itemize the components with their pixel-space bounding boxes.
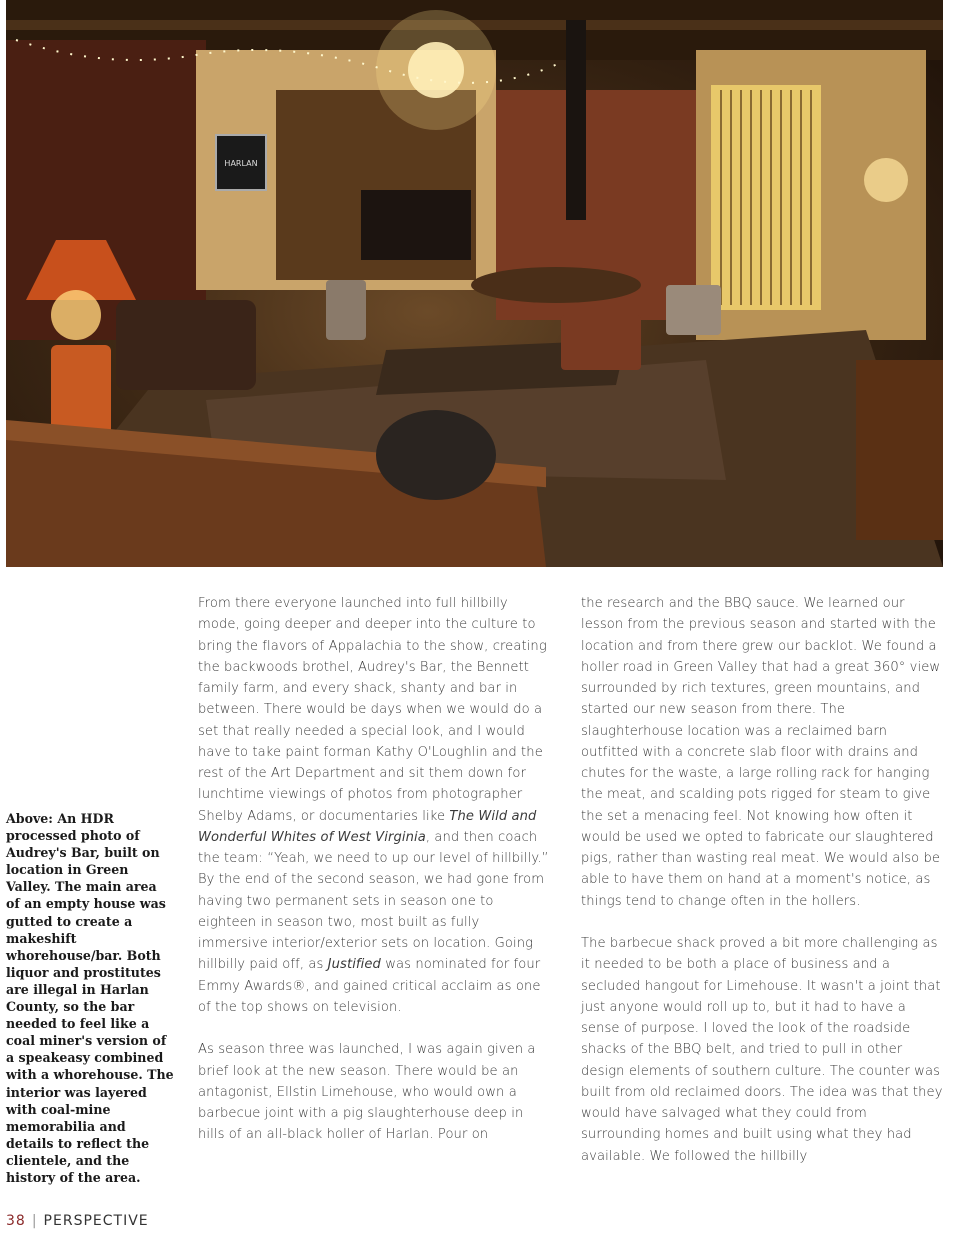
paragraph: The barbecue shack proved a bit more challenging as it needed to be both a place of business and a secluded hangout for Limehouse. It wasn't a joint that just anyone would roll up to, but it had to have a sense of purpose. I loved the look of the roadside shacks of the BBQ belt, and tried to pull in other design elements of southern culture. The counter was built from old reclaimed doors. The idea was that they would have salvaged what they could from surrounding homes and built using what they had available. We followed the hillbilly bbox=[581, 936, 943, 1164]
lamp-glow bbox=[51, 290, 101, 340]
miner-helmet bbox=[376, 410, 496, 500]
paragraph: As season three was launched, I was again given a brief look at the new season. There would be an antagonist, Ellstin Limehouse, who would own a barbecue joint with a pig slaughterhouse deep in hills of an all-black holler of Harlan. Pour on bbox=[198, 1042, 536, 1143]
text-run: was nominated for four Emmy Awards®, and gained critical acclaim as one of the top shows on television. bbox=[198, 957, 541, 1015]
light-glow bbox=[376, 10, 496, 130]
bar-interior-photo bbox=[6, 0, 943, 567]
sofa bbox=[116, 300, 256, 390]
photo-illustration bbox=[6, 0, 943, 567]
stove-pipe bbox=[566, 20, 586, 220]
tv bbox=[361, 190, 471, 260]
harlan-sign-text: HARLAN bbox=[224, 159, 258, 168]
footer-separator: | bbox=[31, 1213, 38, 1229]
section-name: PERSPECTIVE bbox=[43, 1213, 149, 1229]
page-number: 38 bbox=[6, 1213, 26, 1229]
text-run: , and then coach the team: “Yeah, we need to up our level of hillbilly.” By the end of the second season, we had gone from having two permanent sets in season one to eighteen in season two, most built as fully immersive interior/exterior sets on location. Going hillbilly paid off, as bbox=[198, 829, 549, 973]
article-column-1 bbox=[198, 593, 550, 1167]
text-run: From there everyone launched into full hillbilly mode, going deeper and deeper into the culture to bring the flavors of Appalachia to the show, creating the backwoods brothel, Audrey's Bar, the Bennett family farm, and every shack, shanty and bar in between. There would be days when we would do a set that really needed a special look, and I would have to take paint forman Kathy O'Loughlin and the rest of the Art Department and sit them down for lunchtime viewings of photos from photographer Shelby Adams, or documentaries like bbox=[198, 596, 547, 824]
doorway bbox=[711, 85, 821, 310]
show-title: Justified bbox=[327, 957, 381, 973]
page-footer bbox=[6, 1213, 149, 1229]
paragraph: the research and the BBQ sauce. We learned our lesson from the previous season and started with the location and from there grew our backlot. We found a holler road in Green Valley that had a great 360° view surrounded by rich textures, green mountains, and started our new season from there. The slaughterhouse location was a reclaimed barn outfitted with a concrete slab floor with drains and chutes for the waste, a large rolling rack for hanging the meat, and scalding pots rigged for steam to give the set a menacing feel. Not knowing how often it would be used we opted to fabricate our slaughtered pigs, rather than wasting real meat. We would also be able to have them on hand at a moment's notice, as things tend to change often in the hollers. bbox=[581, 596, 941, 909]
round-table bbox=[471, 267, 641, 303]
chair bbox=[666, 285, 721, 335]
paragraph bbox=[198, 593, 550, 1018]
chair bbox=[326, 280, 366, 340]
right-cabinet bbox=[856, 360, 943, 540]
wall-sconce bbox=[864, 158, 908, 202]
documentary-title: The Wild and Wonderful Whites of West Virginia bbox=[198, 808, 537, 845]
article-column-2 bbox=[581, 593, 943, 1188]
chair bbox=[561, 315, 641, 370]
photo-caption: Above: An HDR processed photo of Audrey's Bar, built on location in Green Valley. The main area of an empty house was gutted to create a makeshift whorehouse/bar. Both liquor and prostitutes are illegal in Harlan County, so the bar needed to feel like a coal miner's version of a speakeasy combined with a whorehouse. The interior was layered with coal-mine memorabilia and details to reflect the clientele, and the history of the area. bbox=[6, 811, 174, 1185]
